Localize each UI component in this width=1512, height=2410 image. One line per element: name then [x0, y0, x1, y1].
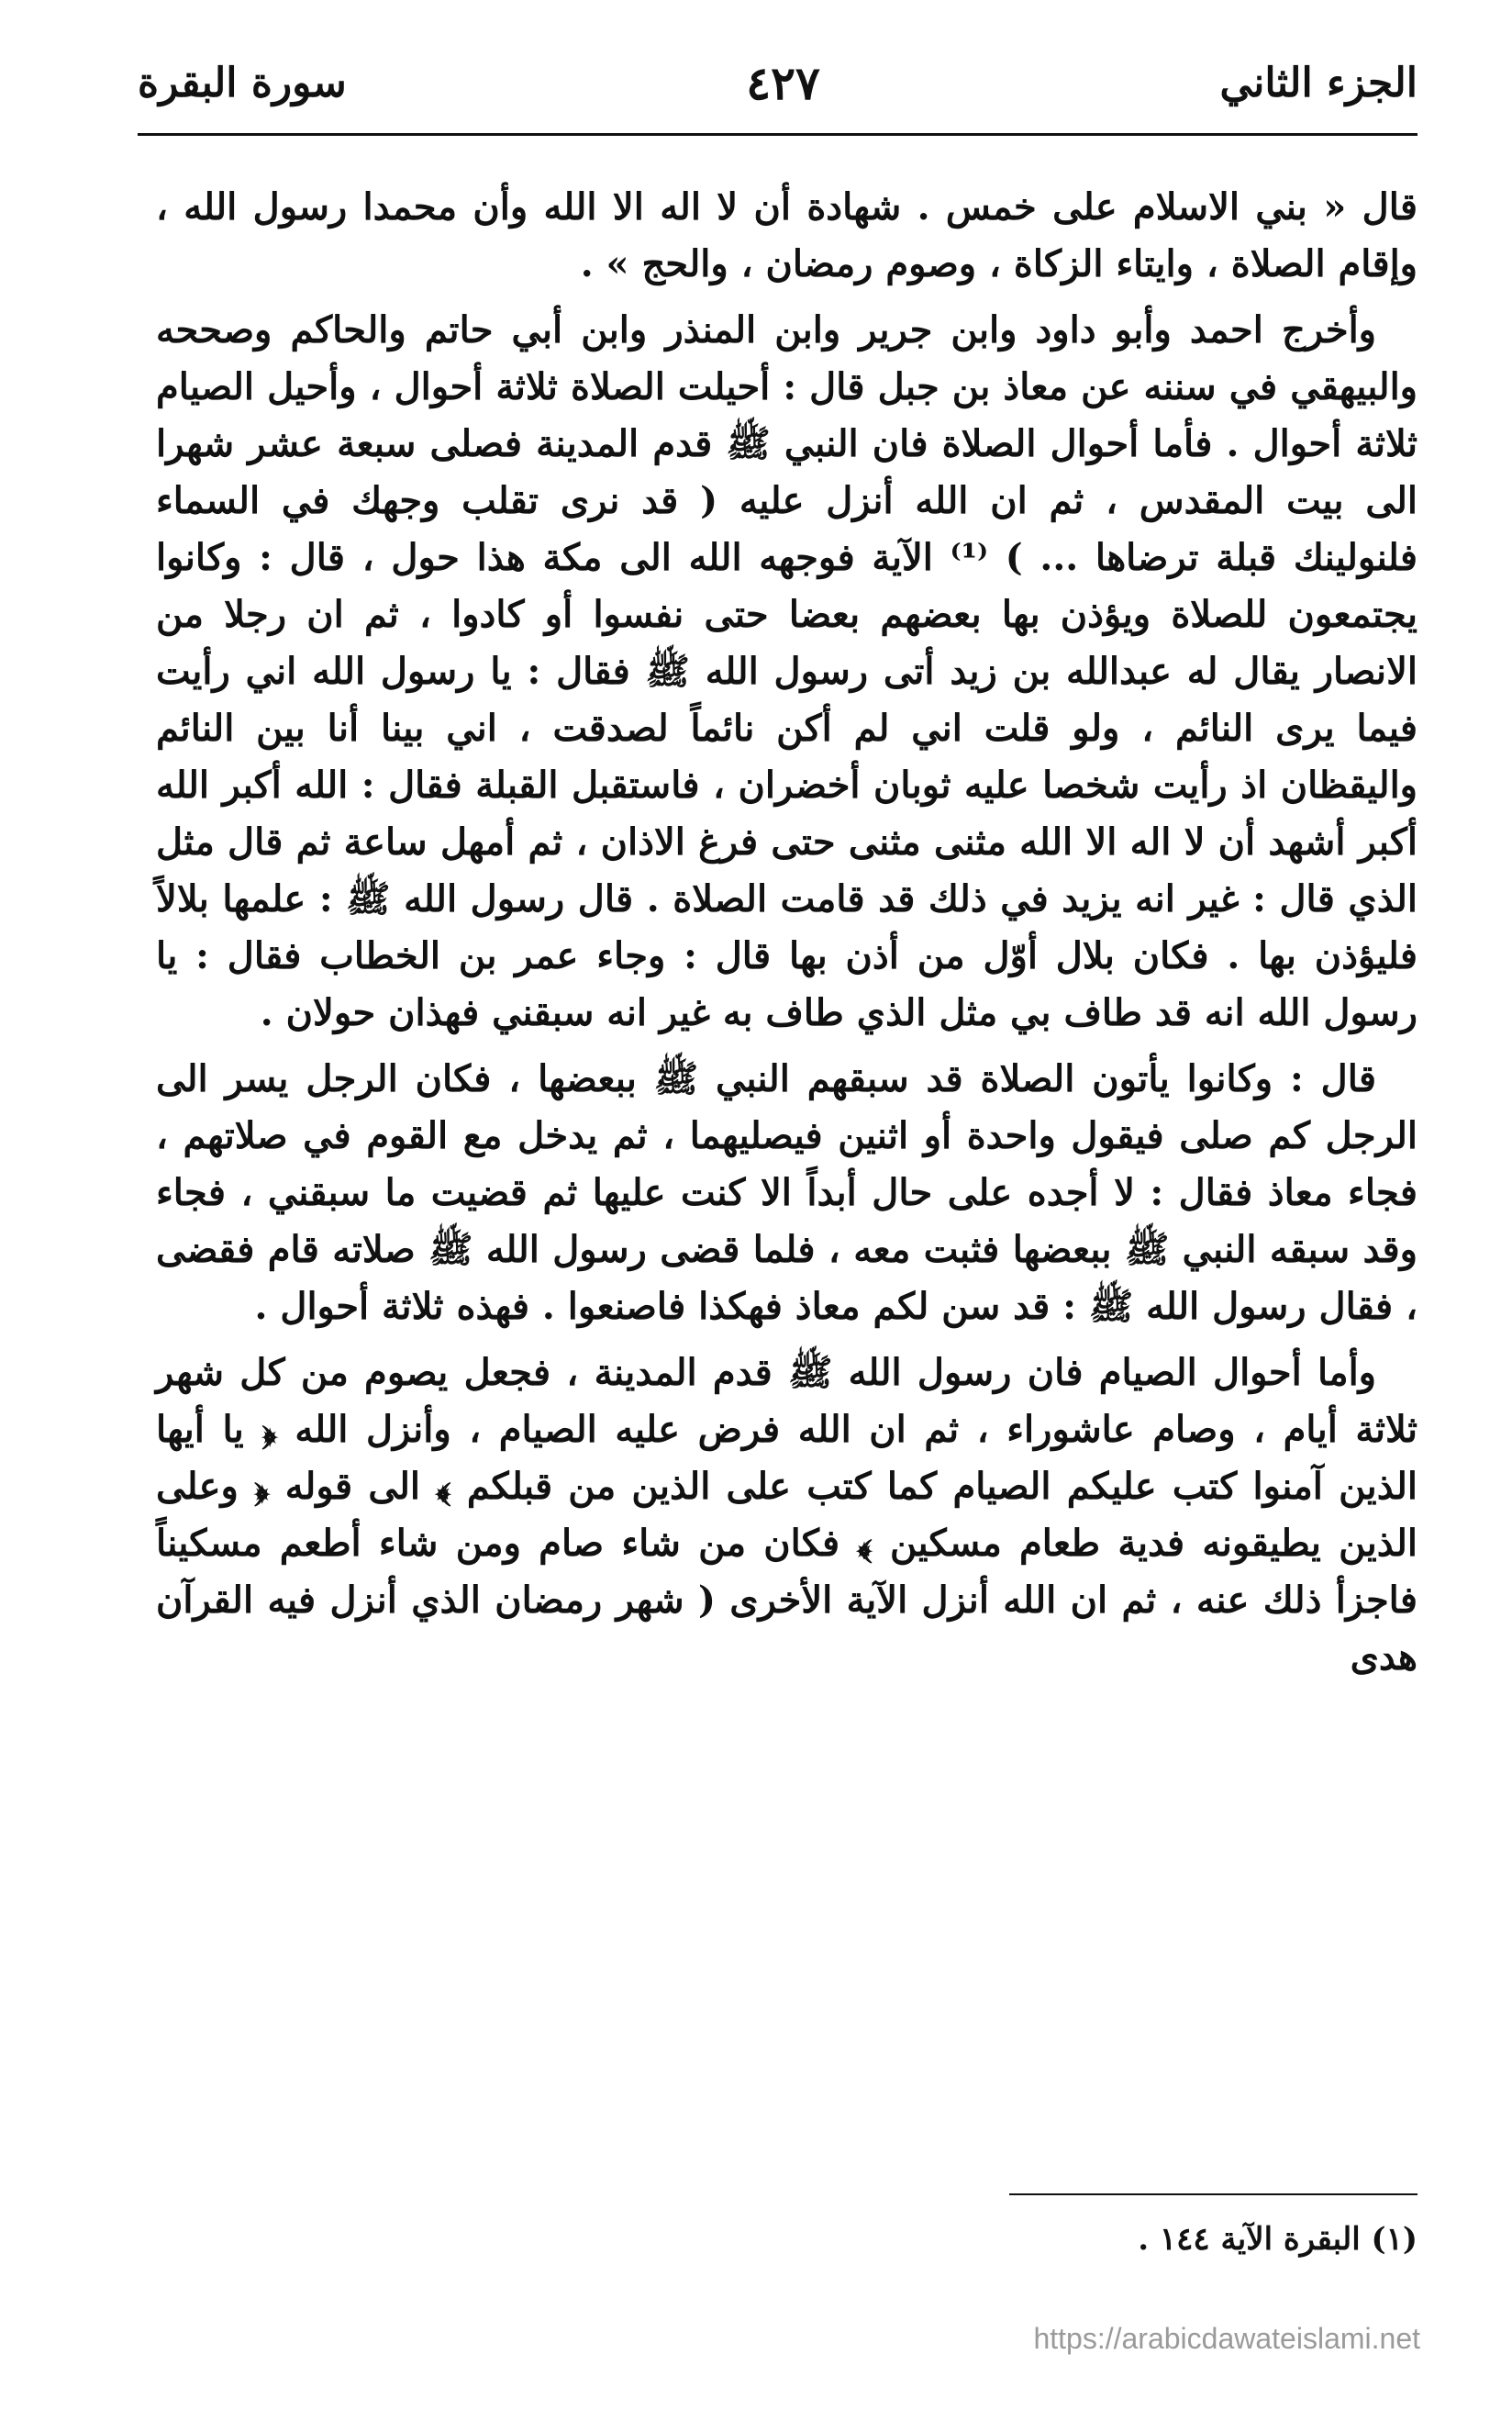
paragraph: وأخرج احمد وأبو داود وابن جرير وابن المنذر وابن أبي حاتم والحاكم وصححه والبيهقي في سننه عن معاذ بن جبل قال : أحيلت الصلاة ثلاثة أحوال ، وأحيل الصيام ثلاثة أحوال . فأما أحوال الصلاة فان النبي ﷺ قدم المدينة فصلى سبعة عشر شهرا الى بيت المقدس ، ثم ان الله أنزل عليه ( قد نرى تقلب وجهك في السماء فلنولينك قبلة ترضاها ... ) ⁽¹⁾ الآية فوجهه الله الى مكة هذا حول ، قال : وكانوا يجتمعون للصلاة ويؤذن بها بعضهم بعضا حتى نفسوا أو كادوا ، ثم ان رجلا من الانصار يقال له عبدالله بن زيد أتى رسول الله ﷺ فقال : يا رسول الله اني رأيت فيما يرى النائم ، ولو قلت اني لم أكن نائماً لصدقت ، اني بينا أنا بين النائم واليقظان اذ رأيت شخصا عليه ثوبان أخضران ، فاستقبل القبلة فقال : الله أكبر الله أكبر أشهد أن لا اله الا الله مثنى مثنى حتى فرغ الاذان ، ثم أمهل ساعة ثم قال مثل الذي قال : غير انه يزيد في ذلك قد قامت الصلاة . قال رسول الله ﷺ : علمها بلالاً فليؤذن بها . فكان بلال أوّل من أذن بها قال : وجاء عمر بن الخطاب فقال : يا رسول الله انه قد طاف بي مثل الذي طاف به غير انه سبقني فهذان حولان . — [156, 308, 1418, 1034]
watermark: https://arabicdawateislami.net — [1033, 2322, 1420, 2355]
page-header — [138, 37, 1418, 128]
part-label: الجزء الثاني — [1219, 59, 1418, 106]
header-rule — [138, 133, 1418, 136]
body-text — [156, 179, 1418, 1695]
paragraph: قال « بني الاسلام على خمس . شهادة أن لا اله الا الله وأن محمدا رسول الله ، وإقام الصلاة ، وايتاء الزكاة ، وصوم رمضان ، والحج » . — [156, 185, 1418, 285]
footnote: (١) البقرة الآية ١٤٤ . — [1138, 2221, 1418, 2258]
surah-label: سورة البقرة — [138, 59, 347, 106]
paragraph: وأما أحوال الصيام فان رسول الله ﷺ قدم المدينة ، فجعل يصوم من كل شهر ثلاثة أيام ، وصام عاشوراء ، ثم ان الله فرض عليه الصيام ، وأنزل الله ﴿ يا أيها الذين آمنوا كتب عليكم الصيام كما كتب على الذين من قبلكم ﴾ الى قوله ﴿ وعلى الذين يطيقونه فدية طعام مسكين ﴾ فكان من شاء صام ومن شاء أطعم مسكيناً فاجزأ ذلك عنه ، ثم ان الله أنزل الآية الأخرى ( شهر رمضان الذي أنزل فيه القرآن هدى — [156, 1351, 1418, 1679]
paragraph: قال : وكانوا يأتون الصلاة قد سبقهم النبي ﷺ ببعضها ، فكان الرجل يسر الى الرجل كم صلى فيقول واحدة أو اثنين فيصليهما ، ثم يدخل مع القوم في صلاتهم ، فجاء معاذ فقال : لا أجده على حال أبداً الا كنت عليها ثم قضيت ما سبقني ، فجاء وقد سبقه النبي ﷺ ببعضها فثبت معه ، فلما قضى رسول الله ﷺ صلاته قام فقضى ، فقال رسول الله ﷺ : قد سن لكم معاذ فهكذا فاصنعوا . فهذه ثلاثة أحوال . — [156, 1057, 1418, 1328]
page-number: ٤٢٧ — [746, 55, 820, 110]
footnote-rule — [1009, 2193, 1418, 2195]
